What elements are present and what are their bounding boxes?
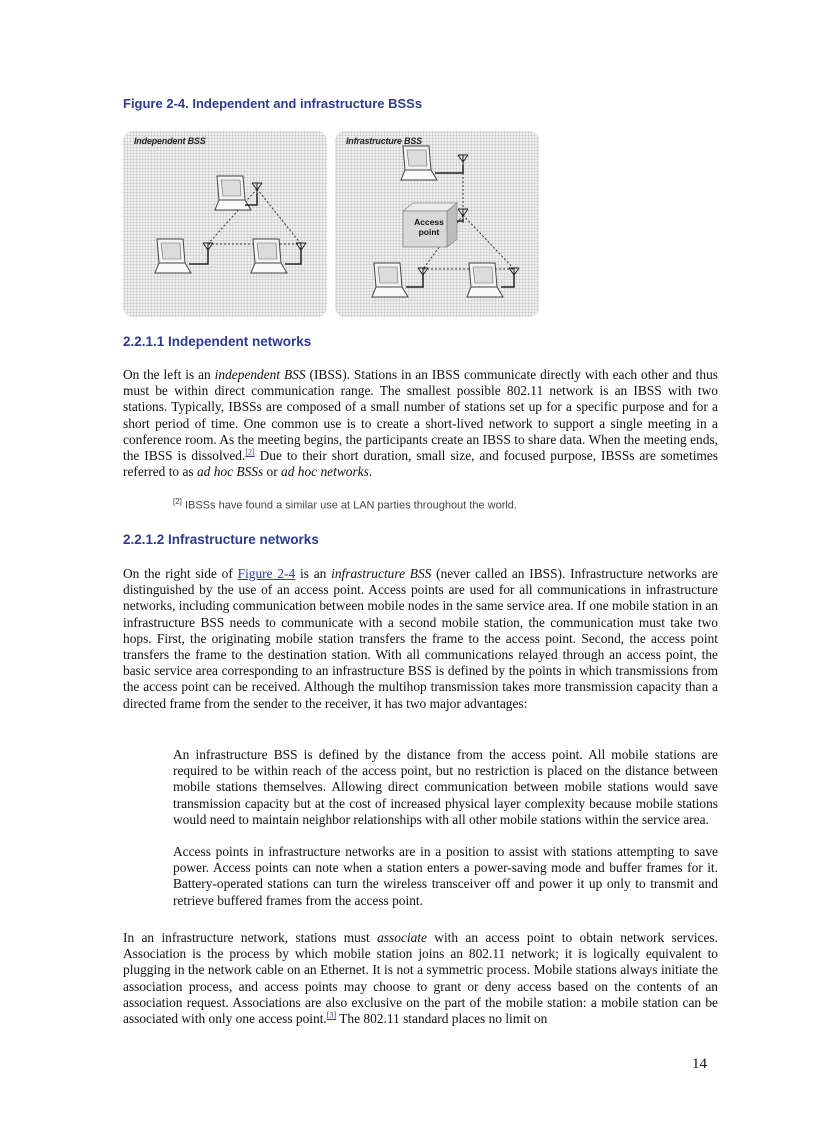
laptop-icon-left xyxy=(155,239,191,273)
figure-title: Figure 2-4. Independent and infrastructure BSSs xyxy=(123,96,423,111)
antenna-icon-right xyxy=(509,268,519,282)
page-number: 14 xyxy=(692,1056,707,1072)
figure-bss-diagram xyxy=(123,131,547,317)
figure-2-4-link[interactable]: Figure 2-4 xyxy=(237,566,296,581)
advantage-1: An infrastructure BSS is defined by the distance from the access point. All mobile stations are required to be within reach of the access point, but no restriction is placed on the distance between mobile stations themselves. Allowing direct communication between mobile stations would save transmission capacity but at the cost of increased physical layer complexity because mobile stations would need to maintain neighbor relationships with all other mobile stations within the service area. xyxy=(173,747,718,827)
access-point-label-line1: Access xyxy=(414,217,444,227)
footnote-ref-2[interactable]: [2] xyxy=(245,447,255,457)
independent-bss-panel xyxy=(123,131,327,317)
antenna-icon-left xyxy=(203,243,213,257)
section-heading-infrastructure: 2.2.1.2 Infrastructure networks xyxy=(123,532,319,547)
independent-bss-diagram xyxy=(123,131,327,317)
access-point-label xyxy=(404,217,454,237)
paragraph-association: In an infrastructure network, stations must associate with an access point to obtain network services. Association is the process by which mobile station joins an 802.11 network; it is logically equivalent to plugging in the network cable on an Ethernet. It is not a symmetric process. Mobile stations always initiate the association process, and access points may choose to grant or deny access based on the contents of an association request. Associations are also exclusive on the part of the mobile station: a mobile station can be associated with only one access point.[3] The 802.11 standard places no limit on xyxy=(123,930,718,1027)
laptop-icon-left xyxy=(372,263,408,297)
antenna-icon-top xyxy=(252,183,262,197)
laptop-icon-right xyxy=(467,263,503,297)
antenna-icon-left xyxy=(418,268,428,282)
paragraph-independent: On the left is an independent BSS (IBSS). Stations in an IBSS communicate directly with each other and thus must be within direct communication range. The smallest possible 802.11 network is an IBSS with two stations. Typically, IBSSs are composed of a small number of stations set up for a specific purpose and for a short period of time. One common use is to create a short-lived network to support a single meeting in a conference room. As the meeting begins, the participants create an IBSS to share data. When the meeting ends, the IBSS is dissolved.[2] Due to their short duration, small size, and focused purpose, IBSSs are sometimes referred to as ad hoc BSSs or ad hoc networks. xyxy=(123,367,718,480)
access-point-label-line2: point xyxy=(418,227,440,237)
footnote-ref-3[interactable]: [3] xyxy=(326,1010,337,1020)
footnote-text: IBSSs have found a similar use at LAN parties throughout the world. xyxy=(181,499,517,512)
infrastructure-bss-panel xyxy=(335,131,539,317)
footnote-marker: [2] xyxy=(173,497,182,506)
independent-bss-label: Independent BSS xyxy=(134,136,206,146)
antenna-icon-right xyxy=(296,243,306,257)
section-heading-independent: 2.2.1.1 Independent networks xyxy=(123,334,312,349)
footnote-2 xyxy=(173,497,517,512)
paragraph-infrastructure: On the right side of Figure 2-4 is an infrastructure BSS (never called an IBSS). Infrastructure networks are distinguished by the use of an access point. Access points are used for all communications in infrastructure networks, including communication between mobile nodes in the same service area. If one mobile station in an infrastructure BSS needs to communicate with a second mobile station, the communication must take two hops. First, the originating mobile station transfers the frame to the access point. Second, the access point transfers the frame to the destination station. With all communications relayed through an access point, the basic service area corresponding to an infrastructure BSS is defined by the points in which transmissions from the access point can be received. Although the multihop transmission takes more transmission capacity than a directed frame from the sender to the receiver, it has two major advantages: xyxy=(123,566,718,711)
advantage-2: Access points in infrastructure networks are in a position to assist with stations attempting to save power. Access points can note when a station enters a power-saving mode and buffer frames for it. Battery-operated stations can turn the wireless transceiver off and power it up only to transmit and retrieve buffered frames from the access point. xyxy=(173,844,718,908)
laptop-icon-top xyxy=(401,146,437,180)
antenna-icon-top xyxy=(458,155,468,169)
infrastructure-bss-label: Infrastructure BSS xyxy=(346,136,422,146)
